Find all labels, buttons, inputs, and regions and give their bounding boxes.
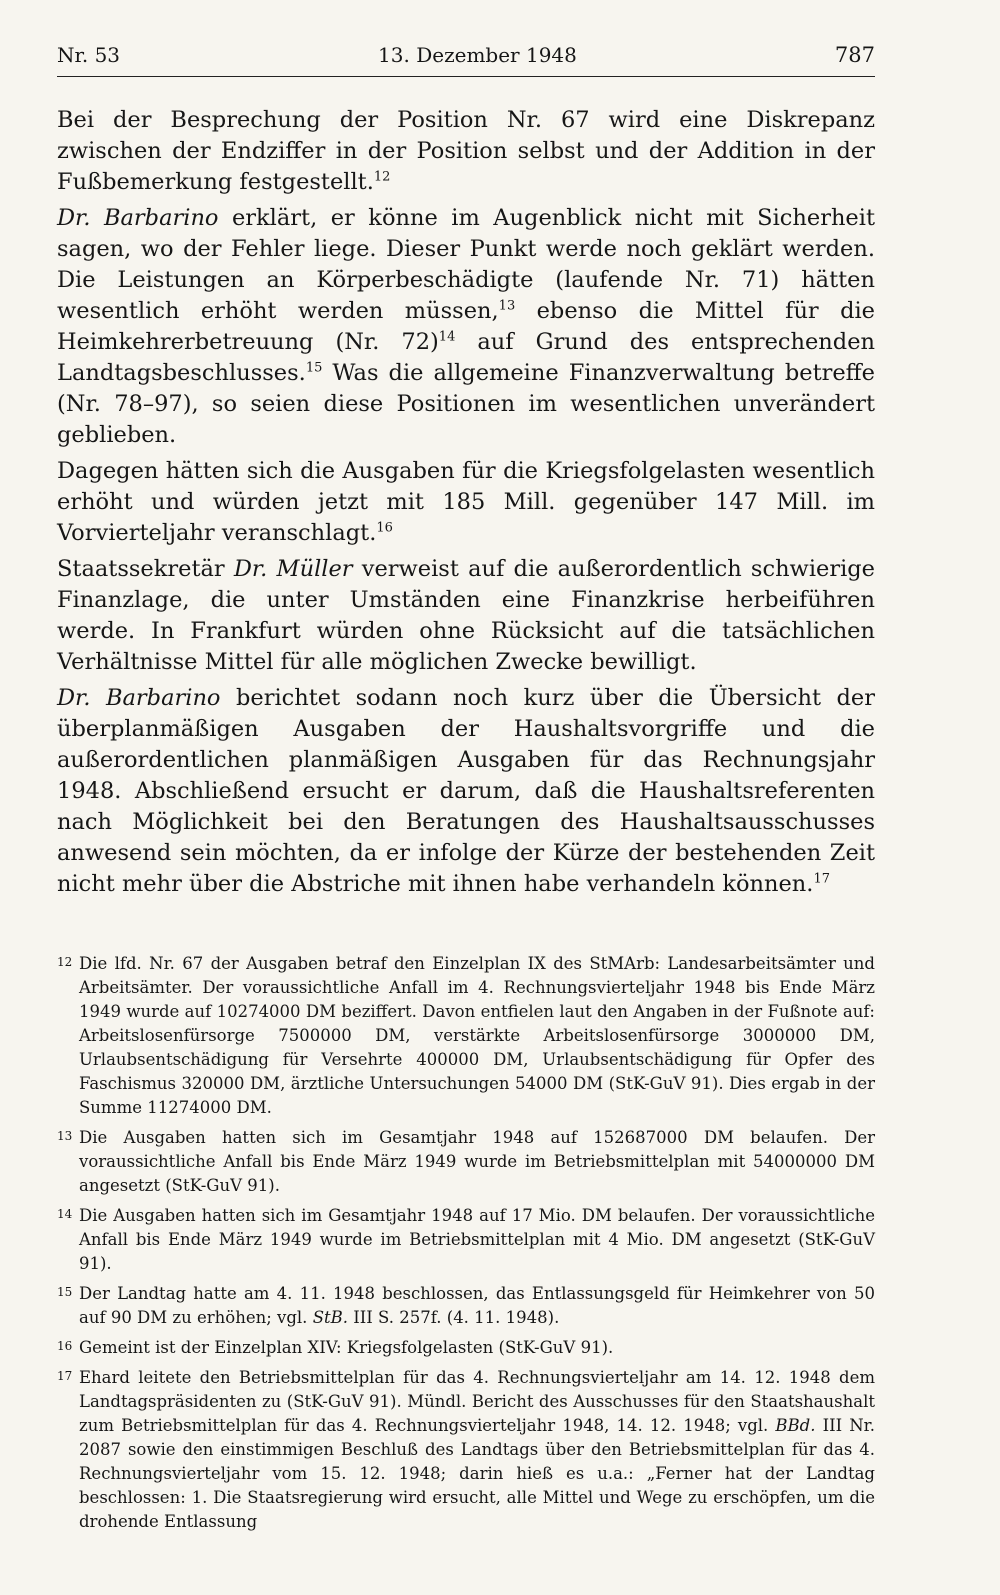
paragraph: [57, 554, 875, 678]
running-header: [57, 42, 875, 77]
text-run: erklärt, er könne im Augenblick nicht mit Sicherheit sagen, wo der Fehler liege. Dieser Punkt werde noch geklärt werden. Die Leistungen an Körperbeschädigte (laufende Nr. 71) hätten wesentlich erhöht werden müssen,: [57, 205, 875, 324]
text-run: berichtet sodann noch kurz über die Übersicht der überplanmäßigen Ausgaben der Haushaltsvorgriffe und die außerordentlichen planmäßigen Ausgaben für das Rechnungsjahr 1948. Abschließend ersucht er darum, daß die Haushaltsreferenten nach Möglichkeit bei den Beratungen des Haushaltsausschusses anwesend sein möchten, da er infolge der Kürze der bestehenden Zeit nicht mehr über die Abstriche mit ihnen habe verhandeln können.: [57, 685, 875, 897]
footnote-number: 16: [57, 1339, 73, 1353]
text-run: ebenso die Mittel für die Heimkehrerbetreuung (Nr. 72): [57, 298, 875, 355]
body-text: [57, 105, 875, 900]
citation-abbrev: BBd.: [775, 1416, 816, 1435]
text-run: Die lfd. Nr. 67 der Ausgaben betraf den Einzelplan IX des StMArb: Landesarbeitsämter und Arbeitsämter. Der voraussichtliche Anfall im 4. Rechnungsvierteljahr 1948 bis Ende März 1949 wurde auf 10274000 DM beziffert. Davon entfielen laut den Angaben in der Fußnote auf: Arbeitslosenfürsorge 7500000 DM, verstärkte Arbeitslosenfürsorge 3000000 DM, Urlaubsentschädigung für Versehrte 400000 DM, Urlaubsentschädigung für Opfer des Faschismus 320000 DM, ärztliche Untersuchungen 54000 DM (StK-GuV 91). Dies ergab in der Summe 11274000 DM.: [79, 954, 875, 1117]
footnote-number: 13: [57, 1129, 73, 1143]
footnote-text: [79, 1126, 875, 1198]
text-run: Bei der Besprechung der Position Nr. 67 wird eine Diskrepanz zwischen der Endziffer in der Position selbst und der Addition in der Fußbemerkung festgestellt.: [57, 107, 875, 195]
footnote-number: 15: [57, 1285, 73, 1299]
speaker-name: Dr. Müller: [233, 556, 353, 582]
page-number: 787: [834, 43, 875, 67]
speaker-name: Dr. Barbarino: [57, 205, 219, 231]
text-run: Die Ausgaben hatten sich im Gesamtjahr 1948 auf 17 Mio. DM belaufen. Der voraussichtliche Anfall bis Ende März 1949 wurde im Betriebsmittelplan mit 4 Mio. DM angesetzt (StK-GuV 91).: [79, 1206, 875, 1273]
footnote: [57, 1204, 875, 1276]
footnotes: [57, 952, 875, 1534]
text-run: auf Grund des entsprechenden Landtagsbeschlusses.: [57, 329, 875, 386]
footnote-ref: 14: [438, 329, 456, 345]
text-run: Die Ausgaben hatten sich im Gesamtjahr 1948 auf 152687000 DM belaufen. Der voraussichtliche Anfall bis Ende März 1949 wurde im Betriebsmittelplan mit 54000000 DM angesetzt (StK-GuV 91).: [79, 1128, 875, 1195]
text-run: Staatssekretär: [57, 556, 234, 582]
footnote-text: [79, 1366, 875, 1534]
footnote-number: 17: [57, 1369, 73, 1383]
footnote: [57, 1282, 875, 1330]
footnote-ref: 13: [498, 298, 516, 314]
footnote: [57, 952, 875, 1120]
footnote-text: [79, 952, 875, 1120]
text-run: Was die allgemeine Finanzverwaltung betreffe (Nr. 78–97), so seien diese Positionen im wesentlichen unverändert geblieben.: [57, 360, 875, 448]
footnote-number: 14: [57, 1207, 73, 1221]
footnote: [57, 1336, 875, 1360]
issue-number: Nr. 53: [57, 43, 121, 67]
text-run: Der Landtag hatte am 4. 11. 1948 beschlossen, das Entlassungsgeld für Heimkehrer von 50 auf 90 DM zu erhöhen; vgl.: [79, 1284, 875, 1327]
text-run: Gemeint ist der Einzelplan XIV: Kriegsfolgelasten (StK-GuV 91).: [79, 1338, 614, 1357]
footnote: [57, 1366, 875, 1534]
text-run: Ehard leitete den Betriebsmittelplan für das 4. Rechnungsvierteljahr am 14. 12. 1948 dem Landtagspräsidenten zu (StK-GuV 91). Mündl. Bericht des Ausschusses für den Staatshaushalt zum Betriebsmittelplan für das 4. Rechnungsvierteljahr 1948, 14. 12. 1948; vgl.: [79, 1368, 875, 1435]
footnote-text: [79, 1282, 875, 1330]
footnote-ref: 16: [376, 520, 393, 536]
text-run: verweist auf die außerordentlich schwierige Finanzlage, die unter Umständen eine Finanzkrise herbeiführen werde. In Frankfurt würden ohne Rücksicht auf die tatsächlichen Verhältnisse Mittel für alle möglichen Zwecke bewilligt.: [57, 556, 875, 675]
footnote-number: 12: [57, 955, 73, 969]
paragraph: [57, 683, 875, 900]
text-run: III S. 257f. (4. 11. 1948).: [348, 1308, 560, 1327]
footnote-ref: 15: [305, 360, 323, 376]
footnote-text: [79, 1336, 875, 1360]
header-date: 13. Dezember 1948: [378, 43, 577, 67]
speaker-name: Dr. Barbarino: [57, 685, 221, 711]
citation-abbrev: StB.: [312, 1308, 348, 1327]
footnote-ref: 12: [373, 169, 391, 185]
paragraph: [57, 456, 875, 549]
footnote-text: [79, 1204, 875, 1276]
paragraph: [57, 203, 875, 451]
text-run: III Nr. 2087 sowie den einstimmigen Beschluß des Landtags über den Betriebsmittelplan für das 4. Rechnungsvierteljahr vom 15. 12. 1948; darin hieß es u.a.: „Ferner hat der Landtag beschlossen: 1. Die Staatsregierung wird ersucht, alle Mittel und Wege zu erschöpfen, um die drohende Entlassung: [79, 1416, 875, 1531]
text-run: Dagegen hätten sich die Ausgaben für die Kriegsfolgelasten wesentlich erhöht und würden jetzt mit 185 Mill. gegenüber 147 Mill. im Vorvierteljahr veranschlagt.: [57, 458, 875, 546]
footnote: [57, 1126, 875, 1198]
footnote-ref: 17: [813, 871, 830, 887]
paragraph: [57, 105, 875, 198]
